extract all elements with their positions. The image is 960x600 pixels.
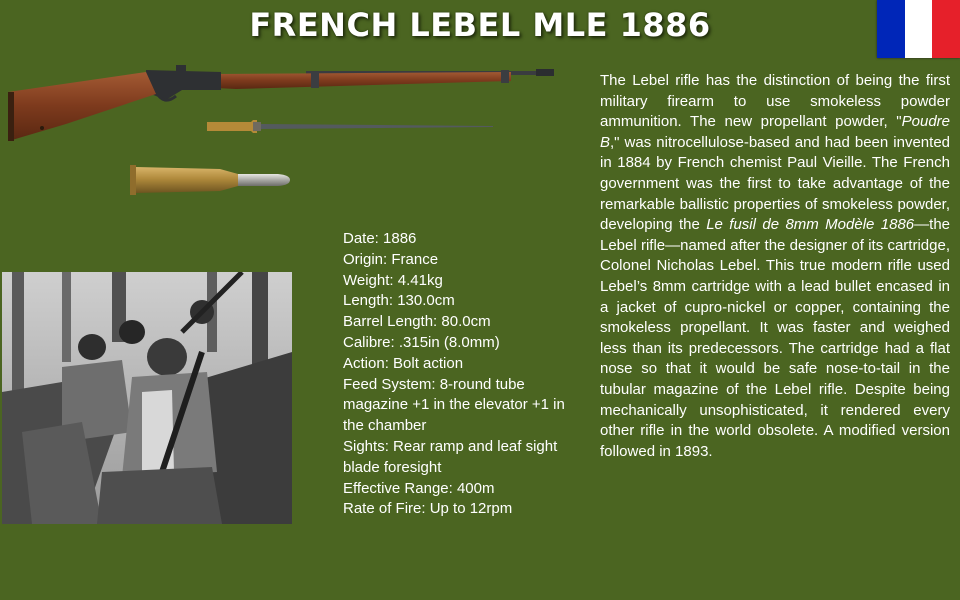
spec-item: Rate of Fire: Up to 12rpm [343, 500, 513, 518]
spec-item: Length: 130.0cm [343, 292, 455, 310]
spec-item: Date: 1886 [343, 230, 417, 247]
description-text: —the Lebel rifle—named after the designer of its cartridge, Colonel Nicholas Lebel. This true modern rifle used Lebel’s 8mm cartridge with a lead bullet encased in a jacket of cupro-nickel or copper, containing the smokeless propellant. It was faster and weighed less than its predecessors. The cartridge had a flat nose so that it would be safe nose-to-tail in the tubular magazine of the Lebel rifle. Despite being mechanically unsophisticated, it rendered every other rifle in the world obsolete. A modified version followed in 1893. [600, 216, 951, 460]
spec-item: Sights: Rear ramp and leaf sight blade foresight [343, 437, 558, 476]
french-flag-icon [877, 0, 960, 58]
bayonet-image [207, 117, 493, 137]
page-title: FRENCH LEBEL MLE 1886 [249, 6, 711, 44]
description-text: The Lebel rifle has the distinction of being the first military firearm to use smokeless powder ammunition. The new propellant powder, " [600, 72, 950, 131]
spec-item: Barrel Length: 80.0cm [343, 313, 491, 331]
spec-item: Action: Bolt action [343, 354, 464, 372]
spec-item: Calibre: .315in (8.0mm) [343, 333, 500, 351]
spec-item: Origin: France [343, 250, 439, 268]
cartridge-image [128, 162, 292, 198]
trench-soldiers-photo [2, 272, 292, 524]
description-paragraph [600, 71, 950, 462]
specifications-list [343, 229, 589, 520]
spec-item: Feed System: 8-round tube magazine +1 in the elevator +1 in the chamber [343, 375, 565, 435]
spec-item: Weight: 4.41kg [343, 271, 443, 289]
description-text: ," was nitrocellulose-based and had been invented in 1884 by French chemist Paul Vieille. The French government was the first to take advantage of the remarkable ballistic properties of smokeless powder, developing the [600, 133, 950, 234]
description-italic: Le fusil de 8mm Modèle 1886 [706, 216, 915, 234]
spec-item: Effective Range: 400m [343, 479, 495, 497]
description-italic: Poudre B [600, 113, 950, 151]
